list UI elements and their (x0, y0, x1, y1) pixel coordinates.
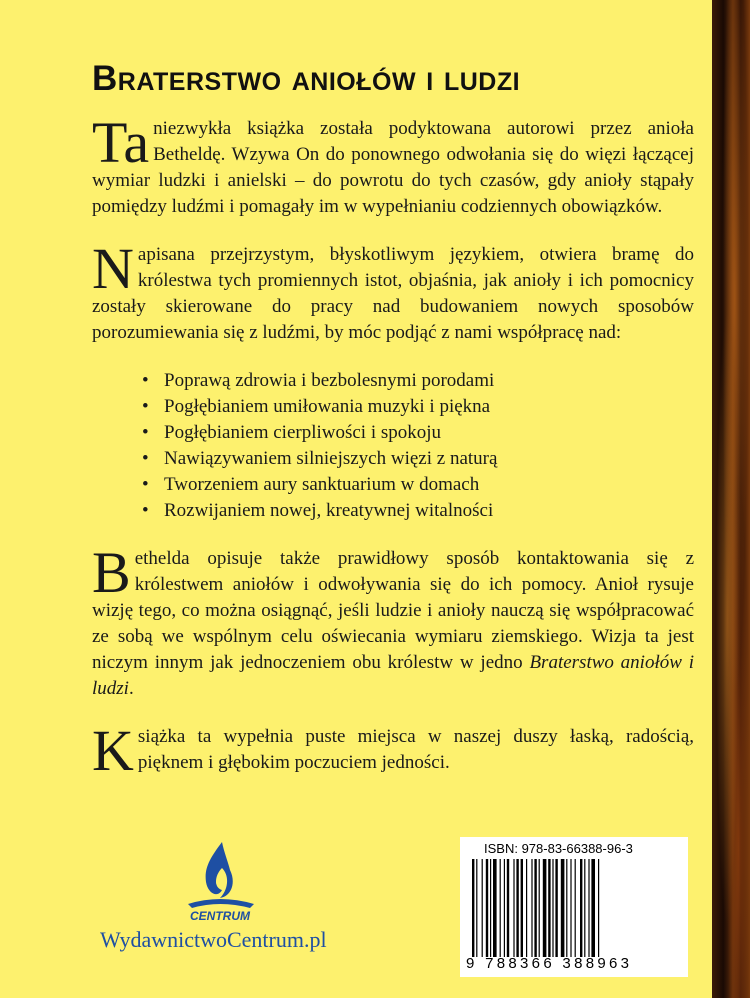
drop-cap: Ta (92, 110, 150, 175)
logo-text: CENTRUM (190, 909, 250, 923)
barcode-bar (493, 859, 497, 957)
barcode-bar (548, 859, 550, 957)
barcode-bar (504, 859, 505, 957)
barcode-bar (526, 859, 527, 957)
barcode-bar (555, 859, 557, 957)
list-item: • Rozwijaniem nowej, kreatywnej witalności (142, 498, 694, 524)
barcode-bar (513, 859, 514, 957)
centrum-logo-icon (170, 838, 270, 928)
barcode-bar (584, 859, 585, 957)
barcode-bar (598, 859, 599, 957)
book-title: Braterstwo aniołów i ludzi (92, 59, 521, 98)
list-item: • Poprawą zdrowia i bezbolesnymi porodami (142, 368, 694, 394)
isbn-label: ISBN: 978-83-66388-96-3 (484, 841, 633, 856)
drop-cap: B (92, 540, 131, 605)
benefits-list (142, 368, 694, 524)
book-title-italic: Braterstwo aniołów i ludzi (92, 652, 694, 699)
barcode-bar (591, 859, 595, 957)
paragraph-2 (92, 236, 694, 346)
list-item: • Pogłębianiem umiłowania muzyki i piękna (142, 394, 694, 420)
list-item: • Tworzeniem aury sanktuarium w domach (142, 472, 694, 498)
barcode-bar (476, 859, 477, 957)
paragraph-3 (92, 540, 694, 702)
spine-fire-image (712, 0, 750, 998)
drop-cap: N (92, 236, 134, 301)
barcode-bar (543, 859, 547, 957)
paragraph-text: niezwykła książka została podyktowana autorowi przez anioła Betheldę. Wzywa On do ponownego odwołania się do więzi łączącej wymiar ludzki i anielski – do powrotu do tych czasów, gdy anioły stąpały pomiędzy ludźmi i pomagały im w wypełnianiu codziennych obowiązków. (92, 118, 694, 217)
barcode-bar (472, 859, 474, 957)
barcode-bar (566, 859, 567, 957)
barcode-bar (507, 859, 509, 957)
barcode-bar (552, 859, 553, 957)
barcode-bar (561, 859, 565, 957)
paragraph-text: siążka ta wypełnia puste miejsca w naszej duszy łaską, radością, pięknem i głębokim poczuciem jedności. (137, 726, 694, 773)
paragraph-4 (92, 718, 694, 783)
list-item: • Pogłębianiem cierpliwości i spokoju (142, 420, 694, 446)
paragraph-text: ethelda opisuje także prawidłowy sposób kontaktowania się z królestwem aniołów i odwoływania się do ich pomocy. Anioł rysuje wizję tego, co można osiągnąć, jeśli ludzie i anioły nauczą się współpracować ze sobą we wspólnym celu oświecania wymiaru ziemskiego. Wizja ta jest niczym innym jak jednoczeniem obu królestw w jedno (92, 548, 694, 673)
barcode-bar (588, 859, 589, 957)
barcode-bar (500, 859, 501, 957)
barcode-bar (486, 859, 488, 957)
barcode-bar (570, 859, 571, 957)
drop-cap: K (92, 718, 134, 783)
barcode-bars (472, 859, 678, 957)
barcode-bar (580, 859, 582, 957)
barcode-bar (531, 859, 532, 957)
barcode-bar (490, 859, 491, 957)
barcode-bar (534, 859, 536, 957)
barcode-bar (521, 859, 523, 957)
list-item: • Nawiązywaniem silniejszych więzi z naturą (142, 446, 694, 472)
paragraph-1 (92, 110, 694, 220)
back-cover-text (92, 56, 694, 798)
paragraph-text: apisana przejrzystym, błyskotliwym językiem, otwiera bramę do królestwa tych promiennych istot, objaśnia, jak anioły i ich pomocnicy zostały skierowane do pracy nad budowaniem nowych sposobów porozumiewania się z ludźmi, by móc podjąć z nami współpracę nad: (92, 244, 694, 343)
barcode-bar (482, 859, 483, 957)
barcode-bar (516, 859, 518, 957)
publisher-website-link[interactable]: WydawnictwoCentrum.pl (100, 927, 327, 952)
barcode-digits: 9 788366 388963 (466, 955, 633, 972)
paragraph-end: . (128, 678, 134, 699)
barcode-bar (575, 859, 576, 957)
barcode-bar (539, 859, 540, 957)
barcode (460, 837, 688, 977)
